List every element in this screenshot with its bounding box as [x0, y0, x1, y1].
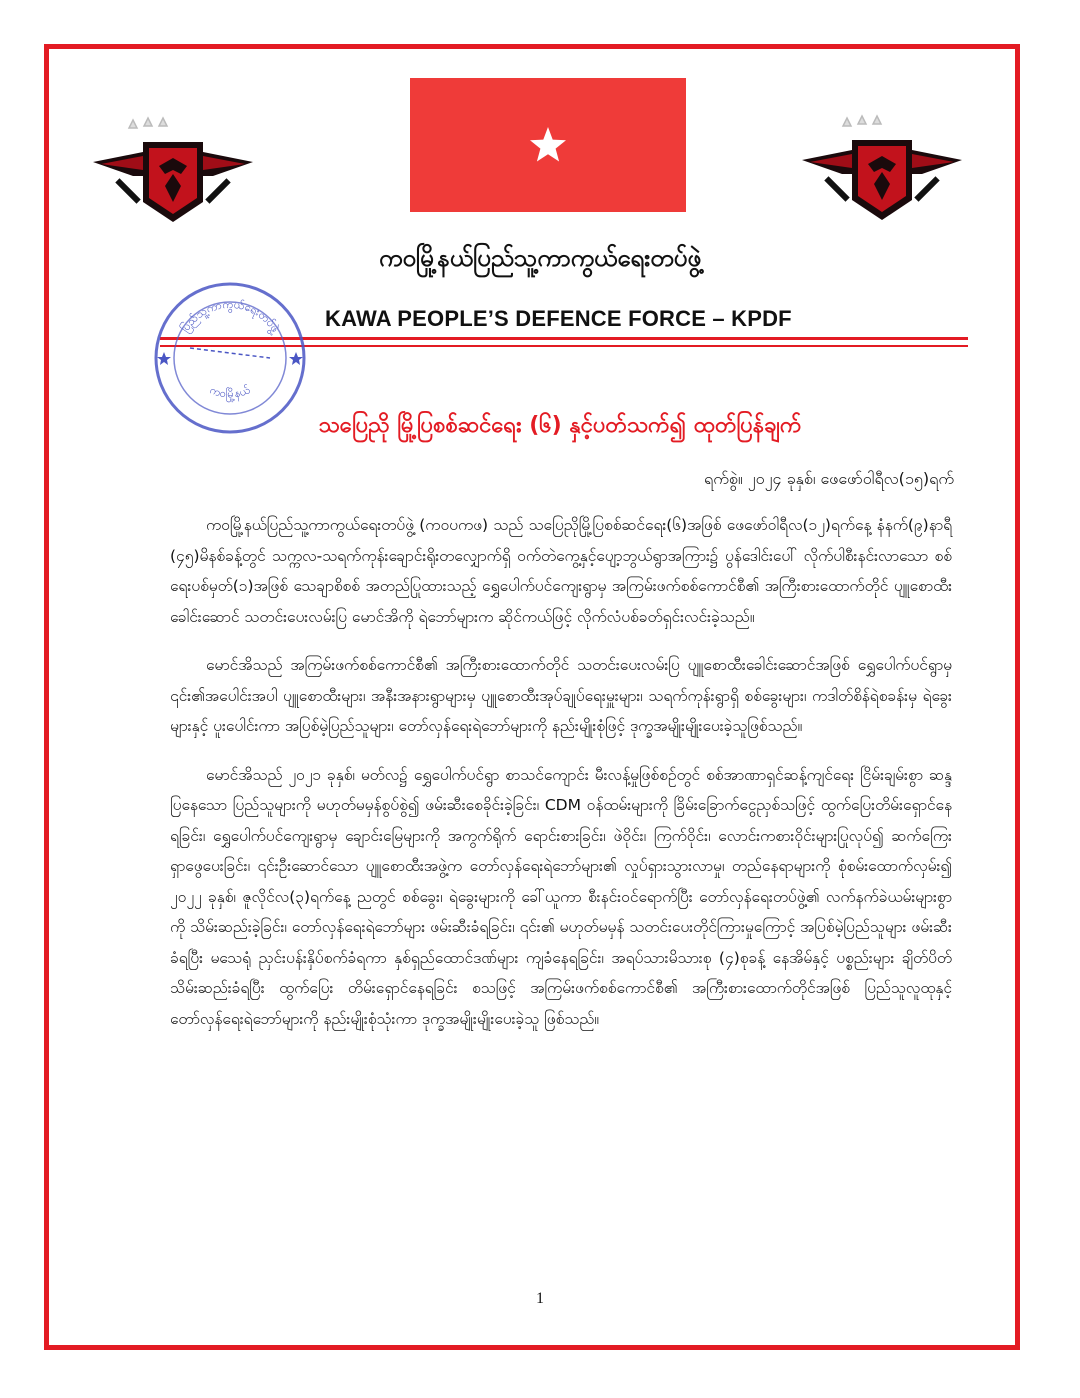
stamp-top-text: ပြည်သူ့ကာကွယ်ရေးတပ်ဖွဲ့: [178, 297, 282, 335]
statement-heading: သပြေညို မြို့ပြစစ်ဆင်ရေး (၆) နှင့်ပတ်သက်၍ ထုတ်ပြန်ချက်: [318, 413, 802, 438]
body-paragraph: မောင်အိသည် ၂၀၂၁ ခုနှစ်၊ မတ်လ၌ ရွှေပေါက်ပင်ရွာ စာသင်ကျောင်း မီးလန့်မှုဖြစ်စဉ်တွင် စစ်အာဏာရှင်ဆန့်ကျင်ရေး ငြိမ်းချမ်းစွာ ဆန္ဒပြနေသော ပြည်သူများကို မဟုတ်မမှန်စွပ်စွဲ၍ ဖမ်းဆီးစေခိုင်းခဲ့ခြင်း၊ CDM ဝန်ထမ်းများကို ခြိမ်းခြောက်ငွေညှစ်သဖြင့် ထွက်ပြေးတိမ်းရှောင်နေရခြင်း၊ ရွှေပေါက်ပင်ကျေးရွာမှ ချောင်းမြေများကို အကွက်ရိုက် ရောင်းစားခြင်း၊ ဖဲဝိုင်း၊ ကြက်ဝိုင်း၊ လောင်းကစားဝိုင်းများပြုလုပ်၍ ဆက်ကြေးရှာဖွေပေးခြင်း၊ ၎င်းဦးဆောင်သော ပျူစောထီးအဖွဲ့က တော်လှန်ရေးရဲဘော်များ၏ လှုပ်ရှားသွားလာမှု၊ တည်နေရာများကို စုံစမ်းထောက်လှမ်း၍ ၂၀၂၂ ခုနှစ်၊ ဇူလိုင်လ(၃)ရက်နေ့ ညတွင် စစ်ခွေး၊ ရဲခွေးများကို ခေါ်ယူကာ စီးနင်းဝင်ရောက်ပြီး တော်လှန်ရေးတပ်ဖွဲ့၏ လက်နက်ခဲယမ်းများစွာကို သိမ်းဆည်းခဲ့ခြင်း၊ တော်လှန်ရေးရဲဘော်များ ဖမ်းဆီးခံရခြင်း၊ ၎င်း၏ မဟုတ်မမှန် သတင်းပေးတိုင်ကြားမှုကြောင့် အပြစ်မဲ့ပြည်သူများ ဖမ်းဆီးခံရပြီး မသေရုံ ညှင်းပန်းနှိပ်စက်ခံရကာ နှစ်ရှည်ထောင်ဒဏ်များ ကျခံနေရခြင်း၊ အရပ်သားမိသားစု (၄)စုခန့် နေအိမ်နှင့် ပစ္စည်းများ ချိတ်ပိတ်သိမ်းဆည်းခံရပြီး ထွက်ပြေး တိမ်းရှောင်နေရခြင်း စသဖြင့် အကြမ်းဖက်စစ်ကောင်စီ၏ အကြီးစားထောက်တိုင်အဖြစ် ပြည်သူလူထုနှင့် တော်လှန်ရေးရဲဘော်များကို နည်းမျိုးစုံသုံးကာ ဒုက္ခအမျိုးမျိုးပေးခဲ့သူ ဖြစ်သည်။: [170, 765, 952, 1028]
body-paragraph: မောင်အိသည် အကြမ်းဖက်စစ်ကောင်စီ၏ အကြီးစားထောက်တိုင် သတင်းပေးလမ်းပြ ပျူစောထီးခေါင်းဆောင်အဖြစ် ရွှေပေါက်ပင်ရွာမှ ၎င်း၏အပေါင်းအပါ ပျူစောထီးများ၊ အနီးအနားရွာများမှ ပျူစောထီးအုပ်ချုပ်ရေးမှူးများ၊ သရက်ကုန်းရွာရှိ စစ်ခွေးများ၊ ကဒါတ်စိန်ရဲစခန်းမှ ရဲခွေးများနှင့် ပူးပေါင်းကာ အပြစ်မဲ့ပြည်သူများ၊ တော်လှန်ရေးရဲဘော်များကို နည်းမျိုးစုံဖြင့် ဒုက္ခအမျိုးမျိုးပေးခဲ့သူဖြစ်သည်။: [170, 656, 952, 735]
organization-title-myanmar: ကဝမြို့နယ်ပြည်သူ့ကာကွယ်ရေးတပ်ဖွဲ့: [378, 244, 702, 272]
red-flag: [410, 78, 686, 212]
stamp-bottom-text: ကဝမြို့နယ်: [208, 383, 252, 401]
statement-date: ရက်စွဲ။ ၂၀၂၄ ခုနှစ်၊ ဖေဖော်ဝါရီလ(၁၅)ရက်: [704, 469, 954, 488]
eagle-rifles-emblem-icon: [93, 110, 253, 230]
svg-text:ပြည်သူ့ကာကွယ်ရေးတပ်ဖွဲ့: [178, 298, 283, 337]
body-paragraph: ကဝမြို့နယ်ပြည်သူ့ကာကွယ်ရေးတပ်ဖွဲ့ (ကဝပကဖ) သည် သပြေညိုမြို့ပြစစ်ဆင်ရေး(၆)အဖြစ် ဖေဖော်ဝါရီလ(၁၂)ရက်နေ့ နံနက်(၉)နာရီ (၄၅)မိနစ်ခန့်တွင် သက္ကလ-သရက်ကုန်းချောင်းရိုးတလျှောက်ရှိ ဝက်တဲကွေ့နှင့်ပျော့ဘွယ်ရွာအကြား၌ ပွန်ဒေါင်းပေါ် လိုက်ပါစီးနင်းလာသော စစ်ရေးပစ်မှတ်(၁)အဖြစ် သေချာစိစစ် အတည်ပြုထားသည့် ရွှေပေါက်ပင်ကျေးရွာမှ အကြမ်းဖက်စစ်ကောင်စီ၏ အကြီးစားထောက်တိုင် ပျူစောထီးခေါင်းဆောင် သတင်းပေးလမ်းပြ မောင်အိကို ရဲဘော်များက ဆိုင်ကယ်ဖြင့် လိုက်လံပစ်ခတ်ရှင်းလင်းခဲ့သည်။: [170, 516, 952, 626]
organization-title-english: KAWA PEOPLE’S DEFENCE FORCE – KPDF: [325, 306, 792, 331]
svg-text:ကဝမြို့နယ်: [208, 383, 252, 402]
eagle-rifles-emblem-icon: [802, 108, 962, 228]
page-number: 1: [536, 1290, 544, 1307]
white-star-icon: [528, 125, 568, 165]
statement-body: [170, 510, 952, 1052]
